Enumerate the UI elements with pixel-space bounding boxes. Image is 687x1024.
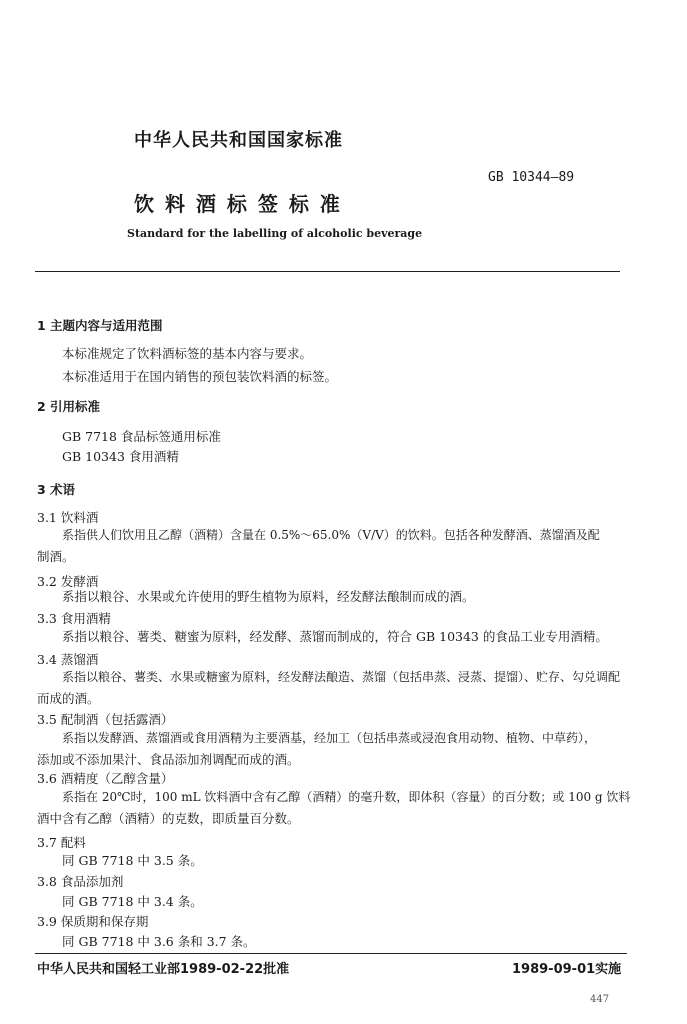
term-3-8-title: 3.8 食品添加剂: [37, 874, 124, 889]
reference-2: GB 10343 食用酒精: [62, 449, 179, 464]
term-3-4-title: 3.4 蒸馏酒: [37, 652, 99, 667]
term-3-1-line-1: 系指供人们饮用且乙醇（酒精）含量在 0.5%～65.0%（V/V）的饮料。包括各种发酵酒、蒸馏酒及配: [62, 528, 600, 542]
term-3-5-title: 3.5 配制酒（包括露酒）: [37, 712, 174, 727]
document-title: 饮 料 酒 标 签 标 准: [134, 192, 342, 216]
term-3-7-title: 3.7 配料: [37, 835, 86, 850]
term-3-2-title: 3.2 发酵酒: [37, 574, 99, 589]
standard-code: GB 10344—89: [488, 170, 575, 185]
issuing-body: 中华人民共和国国家标准: [134, 130, 343, 151]
section-2-heading: 2 引用标准: [37, 399, 101, 414]
section-1-heading: 1 主题内容与适用范围: [37, 318, 163, 333]
term-3-4-line-2: 而成的酒。: [37, 691, 100, 706]
term-3-9-title: 3.9 保质期和保存期: [37, 914, 149, 929]
term-3-8-line-1: 同 GB 7718 中 3.4 条。: [62, 894, 203, 909]
term-3-6-line-2: 酒中含有乙醇（酒精）的克数，即质量百分数。: [37, 811, 300, 826]
page-number: 447: [590, 994, 610, 1005]
header-divider: [35, 271, 620, 272]
term-3-9-line-1: 同 GB 7718 中 3.6 条和 3.7 条。: [62, 934, 256, 949]
term-3-6-title: 3.6 酒精度（乙醇含量）: [37, 771, 174, 786]
section-1-para-2: 本标准适用于在国内销售的预包装饮料酒的标签。: [62, 369, 338, 384]
section-3-heading: 3 术语: [37, 482, 76, 497]
effective-date: 1989-09-01实施: [512, 962, 622, 977]
term-3-4-line-1: 系指以粮谷、薯类、水果或糖蜜为原料，经发酵法酿造、蒸馏（包括串蒸、浸蒸、提馏）、贮存、勾兑调配: [62, 670, 621, 684]
approval-line: 中华人民共和国轻工业部1989-02-22批准: [37, 962, 290, 977]
term-3-5-line-1: 系指以发酵酒、蒸馏酒或食用酒精为主要酒基，经加工（包括串蒸或浸泡食用动物、植物、中草药），: [62, 731, 597, 745]
footer-divider: [35, 953, 627, 954]
term-3-6-line-1: 系指在 20℃时，100 mL 饮料酒中含有乙醇（酒精）的毫升数，即体积（容量）的百分数；或 100 g 饮料: [62, 790, 631, 804]
term-3-5-line-2: 添加或不添加果汁、食品添加剂调配而成的酒。: [37, 752, 300, 767]
document-title-english: Standard for the labelling of alcoholic beverage: [127, 227, 423, 240]
term-3-1-title: 3.1 饮料酒: [37, 510, 99, 525]
term-3-3-title: 3.3 食用酒精: [37, 611, 111, 626]
term-3-2-line-1: 系指以粮谷、水果或允许使用的野生植物为原料，经发酵法酿制而成的酒。: [62, 589, 475, 604]
term-3-3-line-1: 系指以粮谷、薯类、糖蜜为原料，经发酵、蒸馏而制成的，符合 GB 10343 的食品工业专用酒精。: [62, 629, 608, 644]
section-1-para-1: 本标准规定了饮料酒标签的基本内容与要求。: [62, 346, 313, 361]
term-3-1-line-2: 制酒。: [37, 549, 75, 564]
reference-1: GB 7718 食品标签通用标准: [62, 429, 221, 444]
term-3-7-line-1: 同 GB 7718 中 3.5 条。: [62, 853, 203, 868]
